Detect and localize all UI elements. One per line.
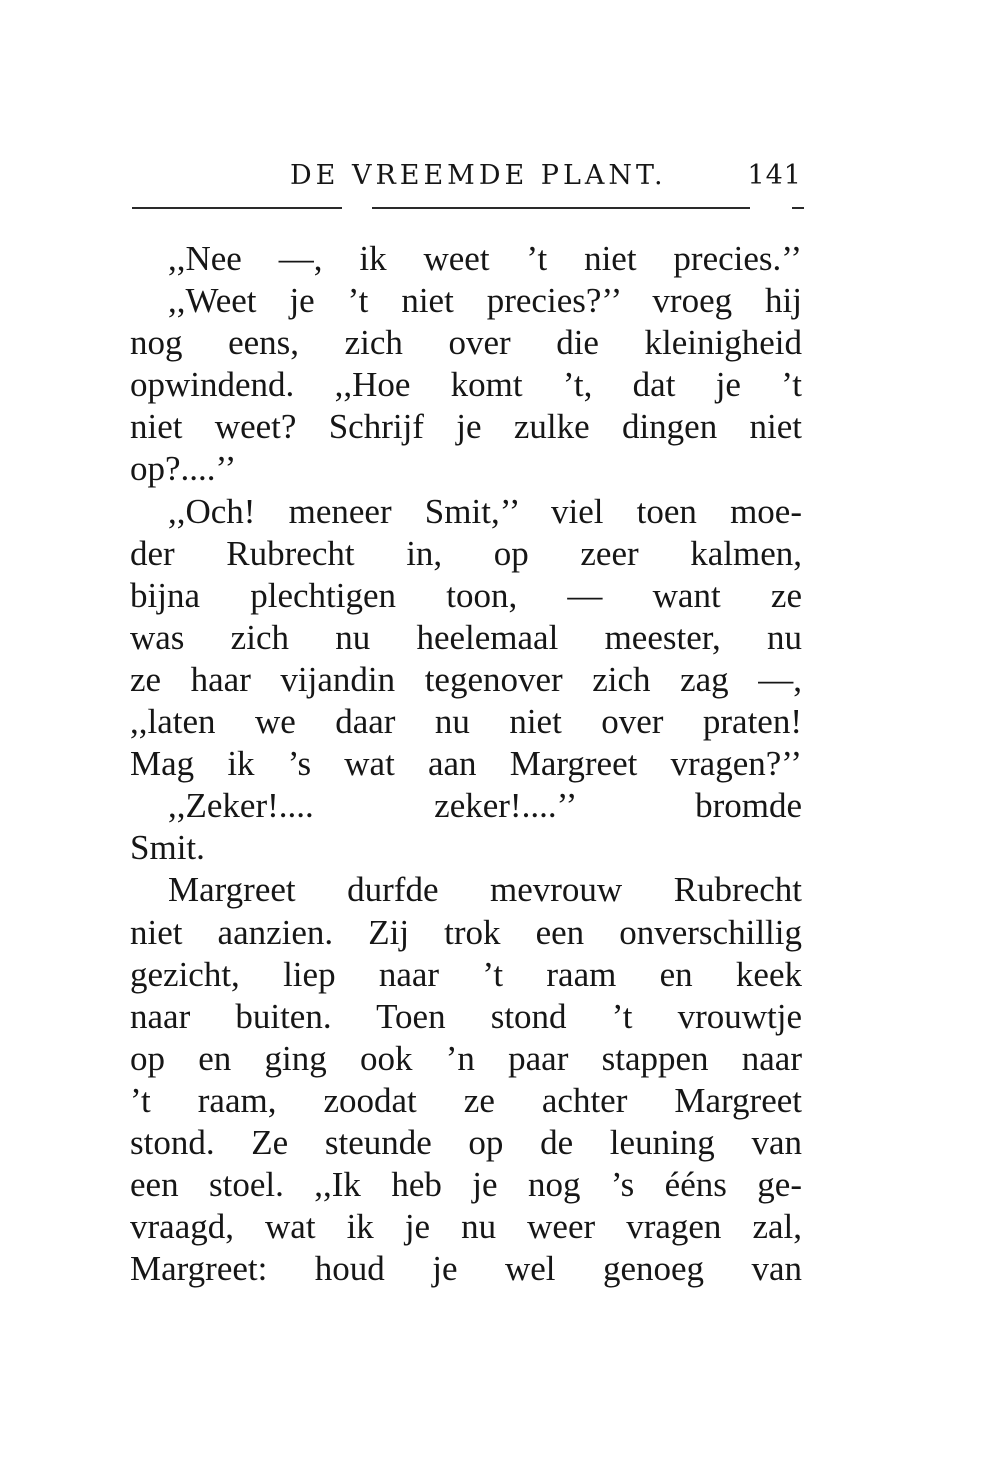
running-head — [130, 160, 802, 200]
text-line: ,,Zeker!.... zeker!....’’ bromde — [168, 786, 802, 826]
header-rule-end — [792, 207, 804, 209]
header-rule-left — [132, 207, 342, 209]
text-line: ze haar vijandin tegenover zich zag —, — [130, 659, 802, 699]
text-line: Margreet durfde mevrouw Rubrecht — [168, 870, 802, 910]
text-line: bijna plechtigen toon, — want ze — [130, 575, 802, 615]
text-line: ,,Och! meneer Smit,’’ viel toen moe- — [168, 491, 802, 531]
text-line: een stoel. ,,Ik heb je nog ’s ééns ge- — [130, 1165, 802, 1205]
text-line: opwindend. ,,Hoe komt ’t, dat je ’t — [130, 365, 802, 405]
text-line: nog eens, zich over die kleinigheid — [130, 323, 802, 363]
text-line: ,,Nee —, ik weet ’t niet precies.’’ — [168, 239, 802, 278]
text-line: op en ging ook ’n paar stappen naar — [130, 1038, 802, 1078]
text-line: ’t raam, zoodat ze achter Margreet — [130, 1080, 802, 1120]
text-line: stond. Ze steunde op de leuning van — [130, 1122, 802, 1162]
text-line: op?....’’ — [130, 449, 237, 489]
page-number: 141 — [747, 160, 802, 191]
text-line: Margreet: houd je wel genoeg van — [130, 1249, 802, 1289]
text-line: Smit. — [130, 828, 205, 868]
text-line: Mag ik ’s wat aan Margreet vragen?’’ — [130, 744, 802, 784]
text-line: gezicht, liep naar ’t raam en keek — [130, 954, 802, 994]
text-line: niet weet? Schrijf je zulke dingen niet — [130, 407, 802, 447]
text-line: was zich nu heelemaal meester, nu — [130, 617, 802, 657]
text-line: der Rubrecht in, op zeer kalmen, — [130, 533, 802, 573]
text-line: ,,laten we daar nu niet over praten! — [130, 702, 802, 742]
text-line: niet aanzien. Zij trok een onverschillig — [130, 912, 802, 952]
running-title: DE VREEMDE PLANT. — [290, 160, 667, 191]
header-rule-right — [372, 207, 750, 209]
text-line: vraagd, wat ik je nu weer vragen zal, — [130, 1207, 802, 1247]
text-line: ,,Weet je ’t niet precies?’’ vroeg hij — [168, 281, 802, 321]
text-line: naar buiten. Toen stond ’t vrouwtje — [130, 996, 802, 1036]
body-text — [130, 238, 802, 1290]
